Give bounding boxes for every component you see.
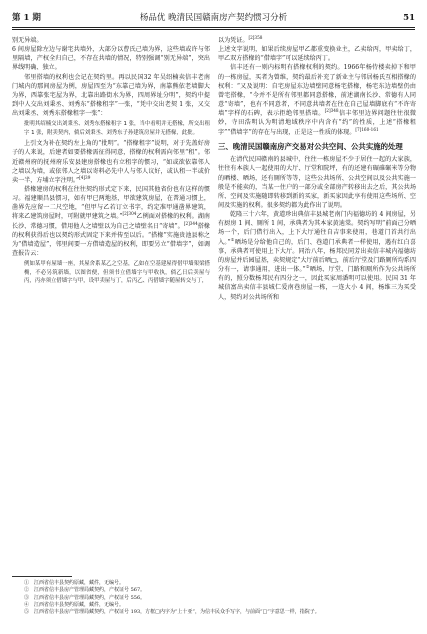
footnote: ⑤ 江西省信丰县房产管理局藏契约，产权证号 193，方框□内字为“上十亚”，为信丰民众手写字，与前面“□”字意思一样，指院子。 xyxy=(24,609,320,616)
paragraph-text: 乾隆三十六年，黄道珍出典信丰县城老南门内福德坊的 4 间房屋，另有厨房 1 间、厕所 1 间，承典者为其本家黄迪棠。契约写明“前面己分晒场一个，后门借行出入，上下大厅通往自吉事来使用，巷道门首共行出入。” xyxy=(218,211,416,246)
paragraph-text: 晒场是分给他自己的，后门、巷道门承典者一样使用，遇有红白喜事，承典者可使用上下大厅。同治八年，杨邦民同芳出卖信丰城内福德坊的房屋并后园屋基，卖契规定“大厅前后晒□，前后厅堂及门路厕所均系四分有一，请事通用，进出一体。” xyxy=(218,238,416,274)
citation-ref: [2]344 xyxy=(183,220,198,226)
footnote-rule xyxy=(12,576,72,577)
paragraph xyxy=(218,36,416,45)
paragraph: 在清代民国赣南的县城中，往往一栋房屋不少于居住一起的大家族，往往有本族人一起使用的大厅、厅堂和院坪，有的还建有碾碓碾米等分物的晒楼、晒场，还有厕所等等，这些公共场所、公共空间以及公共实施一般是不能卖的，当某一住户的一部分或全部房产转移出去之后，其公共场所、空间及实施随即转移到新的买家，新买家因此享有使用这些场所、空间及实施的权利。很多契约都为此作出了说明。 xyxy=(218,156,416,209)
paragraph-text: 搭椽的权利获得后也以契约形式固定下来并传至以后。“搭椽”实施贵池县称之为“借墙造屋”，邻里间要一方借墙造屋的权利，即要另立“借墙字”，如调查报告云： xyxy=(12,222,211,258)
footnote: ① 江西省信丰县契约原藏，藏件，无编号。 xyxy=(24,580,125,586)
footnotes xyxy=(12,580,415,616)
paragraph: 别无异端。 xyxy=(12,37,43,44)
citation-ref: [2]348 xyxy=(324,108,339,114)
footnote: ② 江西省信丰县房产管理局藏契约，产权证号 567。 xyxy=(24,587,146,594)
paragraph: 上述文字说明，如果后续房屋甲乙都重变换业主，乙卖给丙，甲卖给丁，甲乙双方搭椽的“借墙字”可以延续给丙丁。 xyxy=(218,46,416,63)
paragraph xyxy=(12,185,210,258)
citation-ref: [4]39 xyxy=(79,174,91,180)
header-rule-thin xyxy=(12,29,415,30)
running-title: 杨品优 晚清民国赣南房产契约惯习分析 xyxy=(139,13,288,23)
paragraph xyxy=(218,210,416,302)
page-number: 51 xyxy=(403,13,415,23)
paragraph-text: 晒场、厅堂、门路和厕所作为公共场所有的，照分数杨邦民有四分之一，因此买家周潘明可以使用。民国 31 年城信富出卖信丰县城仁爱南巷房屋一栋，一连大小 4 间，杨维三为买受人，契约对公共场所和 xyxy=(218,266,416,301)
page-header xyxy=(12,10,415,26)
footnote-ref: ① xyxy=(230,236,235,242)
paragraph: 6 间房屋除左边与谢宅共墙外，大部分以曹氏己墙为界，这些墙或许与邻里隔墙，产权全归自己，不存在共墙的情况，特别强调“别无异端”，突出界线明确、独立。 xyxy=(12,46,210,72)
citation-ref: [2]358 xyxy=(248,34,263,40)
paragraph xyxy=(218,63,416,136)
paragraph-text: 搭椽建房的权利在往往契约形式定下来，民国其他省份也有这样的惯习。福建顺昌县惯习，如有甲已两地基，甲欲建筑房屋，在普通习惯上，凿界先应留一二尺空地，“但甲与乙若订立书字，约定准甲通凿界建筑，将来乙建筑房屋时，可附就甲建筑之墙。” xyxy=(12,186,210,221)
paragraph-text: 以为凭证。 xyxy=(218,37,249,44)
footnote: ④ 江西省信丰县契约原藏，藏件，无编号。 xyxy=(24,601,125,608)
right-column xyxy=(218,36,416,302)
left-column xyxy=(12,36,210,287)
footnote: ③ 江西省信丰县房产管理局藏契约，产权证号 556。 xyxy=(24,594,146,601)
paragraph-text: 信丰还有一则内标明有搭椽权利的契约。1966年杨侍楼卖掉下和甲的一栋房屋，买者为曾维，契约最后补充了新业主与邻居杨氏互相搭椽的权利：“又及说明：自宅房屋东边墙壁同意杨宅搭椽，杨宅东边墙壁仍由曾宅搭椽，“今并不是所有邻里都同意搭椽，前述湖南长沙、常德有人同意“寄墙”，也有不同意者，不同意共墙者在往在自己屋墙脚底有“不许寄墙”字样的石碑，表示拒绝邻里搭墙。 xyxy=(218,64,416,118)
paragraph-text: 上引文为补在契约左上角的“批明”。“搭椽租字”说明，对于先盖好房子的人来说，后建者如要搭椽需征得同意，搭椽的权利需向邻里“租”。邻近赣州府的抚州府乐安县建房搭椽也有立租字的惯习，“如或欲依靠邻人之墙以为墙，或依邻人之墙以寄料必先中人与邻人议好，或认租一半或价卖一半，方埔立字注明。” xyxy=(12,140,210,184)
footnote-ref: ② xyxy=(305,264,310,270)
header-rule xyxy=(12,27,415,28)
paragraph-text: 信丰邻里边界问题往往很微妙，寺田浩明认为明清地域秩序中内含有“约”的性质，上述“搭椽租字”“借墙字”的存在与出现，正是这一性质的体现。 xyxy=(218,110,417,136)
citation-ref: [2]304 xyxy=(122,211,137,217)
section-heading: 三、晚清民国赣南房产交易对公共空间、公共实施的处理 xyxy=(218,141,403,151)
block-quote: 批明其绍楠交出刘秉丞、刘秀东搭椽租字 1 张，当中看明并无搭椽，所交出租字 1 张，附卖契内，倘后刘秉丞、刘秀东子孙建筑房屋并无搭椽，此批。 xyxy=(24,121,210,136)
paragraph xyxy=(12,139,210,185)
issue-number: 第 1 期 xyxy=(12,13,41,23)
paragraph: 邻里搭墙的权利也会记在契约里。再以民国32 年吴绍楠卖信丰老南门城内的那间房屋为例，房屋四至为“东靠己墙为界，南靠熊依老墙脚大为界，西靠张宅屋为界，北靠出路街水为界，四周界址分明”，契约中提到中人交出刘秉丞、刘秀东“搭椽租字”一张，“凭中交出老契 1 张，又交出刘秉丞、刘秀东搭椽租字一张”： xyxy=(12,73,210,118)
citation-ref: [7]160-161 xyxy=(355,126,379,132)
block-quote: 例如某甲有屋墙一座，其屋舍系某乙之空基，乙如在空基建屋得借甲墙架梁搭桷，不必另筑新墙，以图省便，但须书立借墙字与甲收执，倘乙日后卖屋与丙，丙亦须立借墙字与甲，设甲卖屋与丁，后丙乙、丙借墙字随屋转交与丁， xyxy=(24,261,210,285)
paragraph-text: 乙例面对搭椽的权利。湖南长沙、常德习惯，借用他人之墙壁以为自己之墙壁名日“寄墙”。 xyxy=(12,213,210,230)
